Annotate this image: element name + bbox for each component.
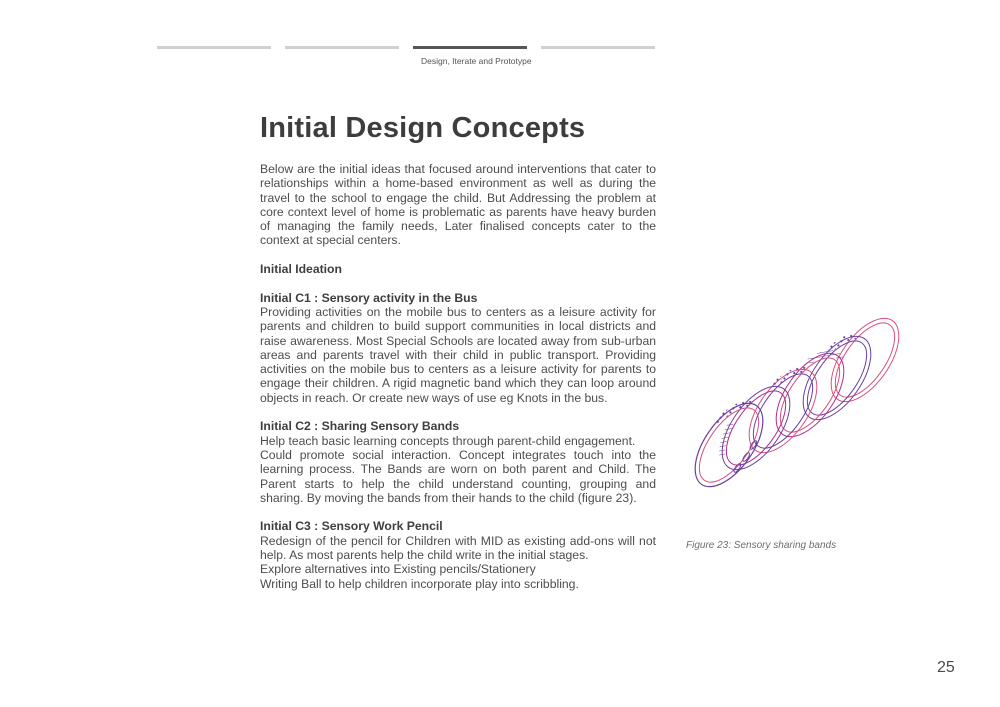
body-text — [260, 162, 656, 591]
progress-step-2 — [285, 46, 399, 49]
concept-c2-heading: Initial C2 : Sharing Sensory Bands — [260, 419, 460, 434]
ideation-heading: Initial Ideation — [260, 262, 342, 277]
concept-c1-paragraph: Providing activities on the mobile bus to centers as a leisure activity for parents and children to build support communities in local districts and raise awareness. Most Special Schools are located away from sub-urban areas and parents travel with their child in public transport. Providing activities on the mobile bus to centers as a leisure activity for parents to engage their children. A rigid magnetic band which they can loop around objects in reach. Or create new ways of use eg Knots in the bus. — [260, 304, 656, 405]
concept-c3-paragraph-2: Explore alternatives into Existing pencils/Stationery — [260, 562, 536, 577]
progress-step-4 — [541, 46, 655, 49]
progress-step-1 — [157, 46, 271, 49]
page-number: 25 — [937, 659, 955, 676]
band-ring-1 — [682, 392, 776, 498]
step-label: Design, Iterate and Prototype — [421, 56, 532, 66]
concept-c3-paragraph-3: Writing Ball to help children incorporate play into scribbling. — [260, 576, 579, 591]
intro-paragraph: Below are the initial ideas that focused around interventions that cater to relationships within a home-based environment as well as during the travel to the school to engage the child. But Addressing the problem at core context level of home is problematic as parents have heavy burden of managing the family needs, Later finalised concepts cater to the context at special centers. — [260, 162, 656, 248]
progress-indicator — [157, 46, 657, 50]
figure-caption: Figure 23: Sensory sharing bands — [686, 540, 837, 551]
progress-step-3-active — [413, 46, 527, 49]
concept-c1-heading: Initial C1 : Sensory activity in the Bus — [260, 290, 478, 305]
sensory-bands-figure — [680, 315, 920, 515]
sensory-bands-illustration — [680, 315, 920, 515]
concept-c2-paragraph-2: Could promote social interaction. Concept integrates touch into the learning process. The Bands are worn on both parent and Child. The Parent starts to help the child understand counting, grouping and sharing. By moving the bands from their hands to the child (figure 23). — [260, 447, 656, 505]
page-title: Initial Design Concepts — [260, 112, 586, 144]
concept-c2-paragraph-1: Help teach basic learning concepts through parent-child engagement. — [260, 433, 636, 448]
concept-c3-paragraph-1: Redesign of the pencil for Children with MID as existing add-ons will not help. As most parents help the child write in the initial stages. — [260, 533, 656, 563]
concept-c3-heading: Initial C3 : Sensory Work Pencil — [260, 519, 443, 534]
